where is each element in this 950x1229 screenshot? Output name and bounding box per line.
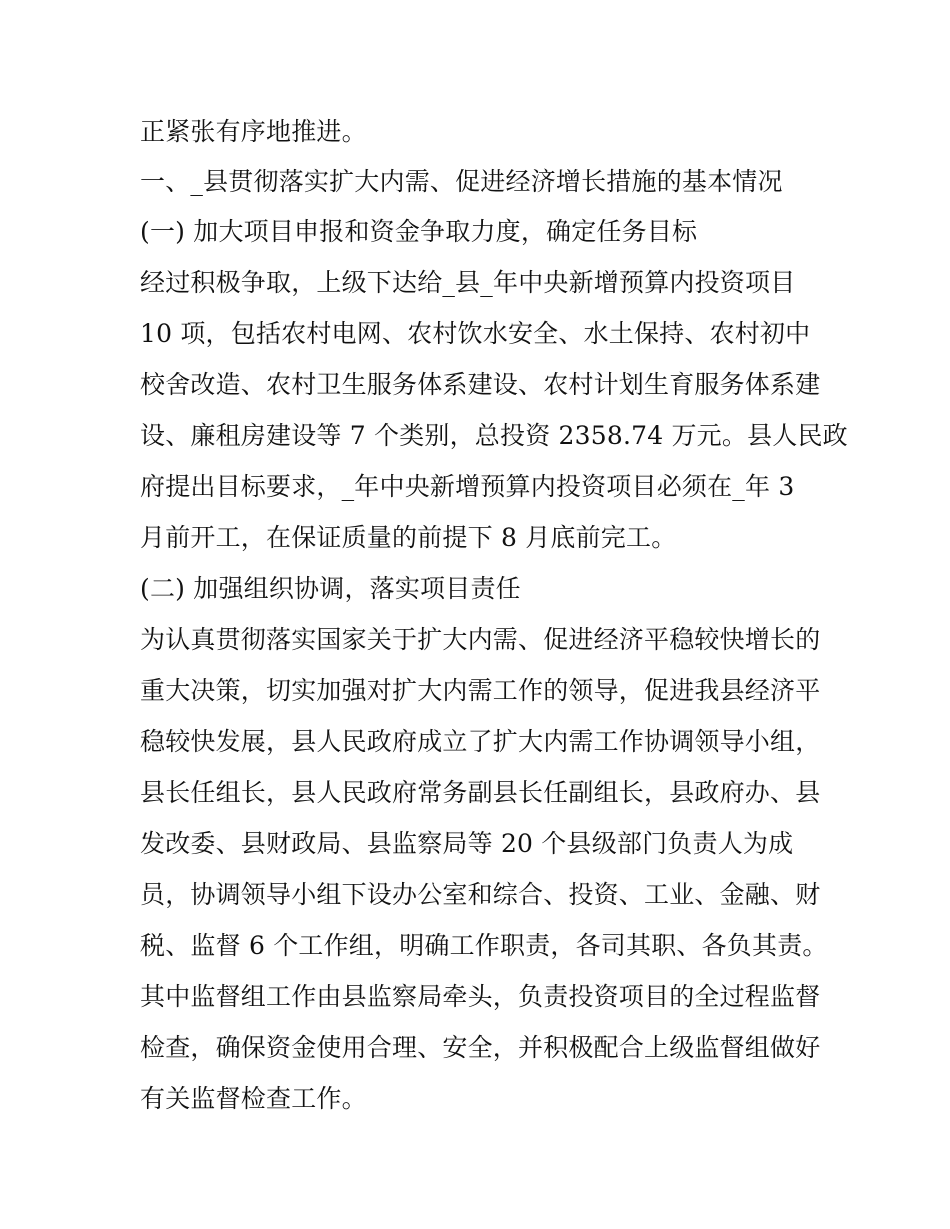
text-line: 员，协调领导小组下设办公室和综合、投资、工业、金融、财 [140, 880, 821, 909]
text-line: 10 项，包括农村电网、农村饮水安全、水土保持、农村初中 [140, 319, 811, 348]
text-line: 经过积极争取，上级下达给_县_年中央新增预算内投资项目 [140, 268, 796, 297]
text-line: 稳较快发展，县人民政府成立了扩大内需工作协调领导小组， [140, 727, 821, 756]
text-line: 校舍改造、农村卫生服务体系建设、农村计划生育服务体系建 [140, 370, 821, 399]
section-heading: 一、_县贯彻落实扩大内需、促进经济增长措施的基本情况 [140, 167, 783, 196]
text-line: 设、廉租房建设等 7 个类别，总投资 2358.74 万元。县人民政 [140, 421, 848, 450]
text-line: 有关监督检查工作。 [140, 1084, 367, 1113]
text-line: 县长任组长，县人民政府常务副县长任副组长，县政府办、县 [140, 778, 821, 807]
subsection-heading: (二) 加强组织协调，落实项目责任 [140, 574, 521, 603]
text-line: 府提出目标要求，_年中央新增预算内投资项目必须在_年 3 [140, 472, 795, 501]
text-line: 税、监督 6 个工作组，明确工作职责，各司其职、各负其责。 [140, 931, 828, 960]
text-line: 重大决策，切实加强对扩大内需工作的领导，促进我县经济平 [140, 676, 821, 705]
text-line: 正紧张有序地推进。 [140, 117, 367, 146]
text-line: 检查，确保资金使用合理、安全，并积极配合上级监督组做好 [140, 1033, 821, 1062]
text-line: 为认真贯彻落实国家关于扩大内需、促进经济平稳较快增长的 [140, 625, 821, 654]
text-line: 发改委、县财政局、县监察局等 20 个县级部门负责人为成 [140, 829, 794, 858]
subsection-heading: (一) 加大项目申报和资金争取力度，确定任务目标 [140, 217, 698, 246]
text-line: 月前开工，在保证质量的前提下 8 月底前完工。 [140, 523, 677, 552]
text-line: 其中监督组工作由县监察局牵头，负责投资项目的全过程监督 [140, 982, 821, 1011]
